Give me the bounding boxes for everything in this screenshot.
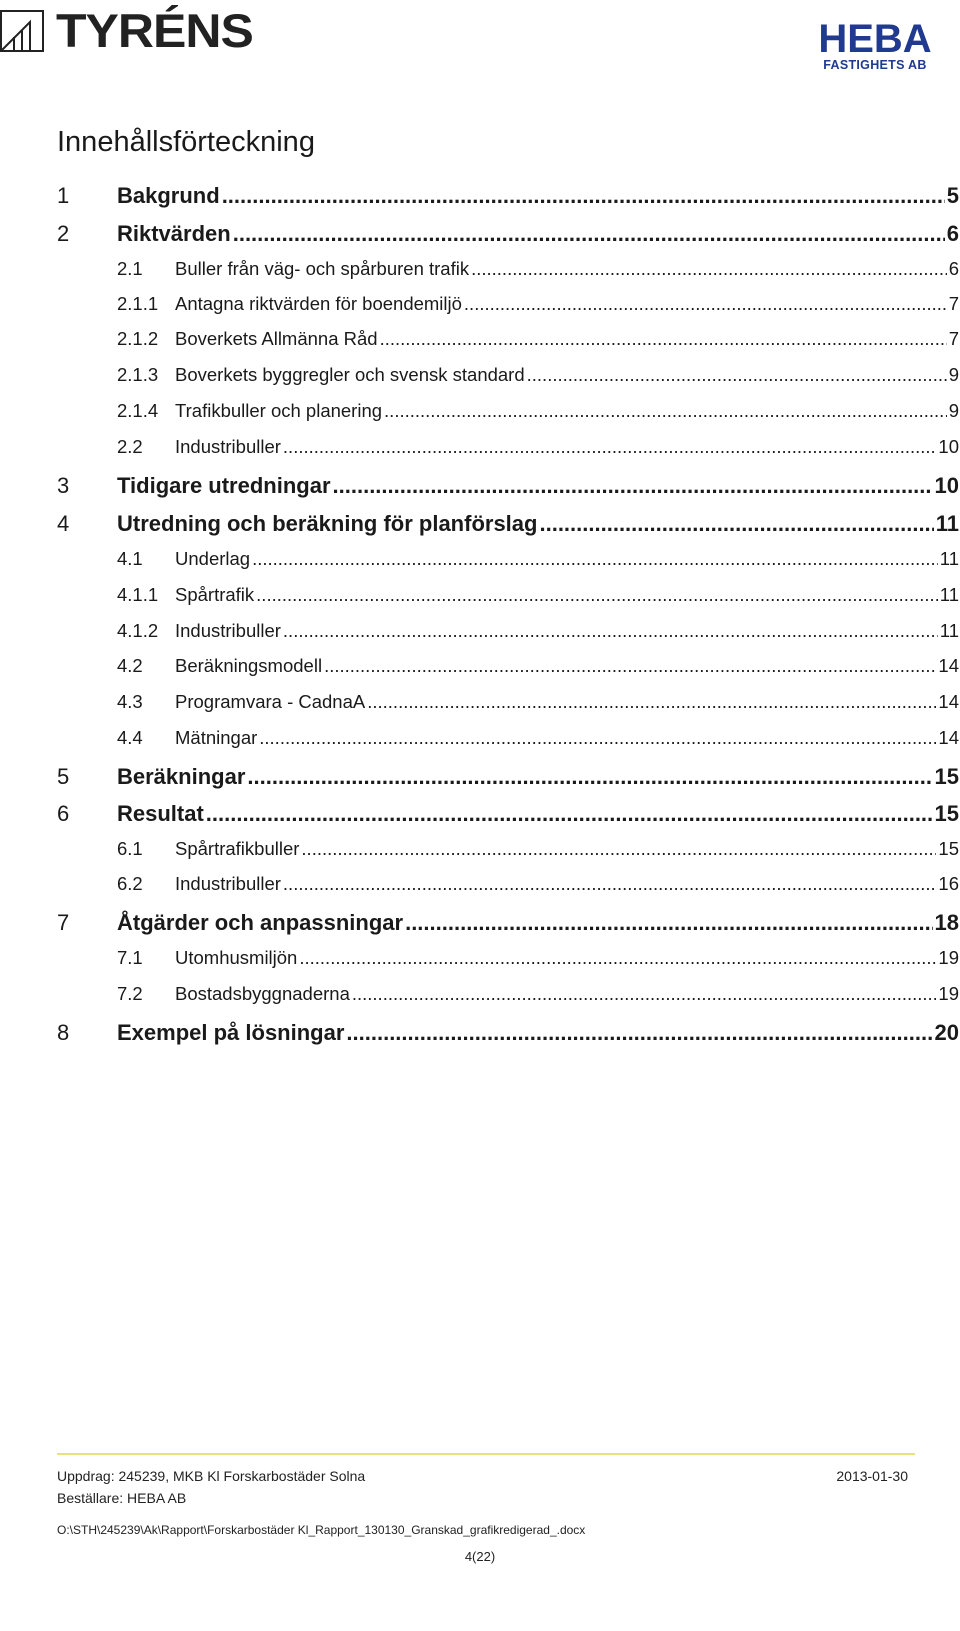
toc-entry-number: 4.1.2 bbox=[117, 620, 159, 641]
toc-entry-number: 2.1.1 bbox=[117, 293, 159, 314]
toc-entry-page: 20 bbox=[934, 1020, 959, 1045]
tyrens-logo bbox=[0, 6, 253, 56]
toc-dot-leader bbox=[380, 328, 947, 350]
toc-entry-page: 11 bbox=[935, 511, 959, 536]
toc-entry[interactable] bbox=[117, 328, 959, 350]
toc-entry[interactable] bbox=[117, 873, 959, 895]
toc-dot-leader bbox=[299, 947, 936, 969]
toc-entry-number: 8 bbox=[57, 1020, 70, 1045]
toc-entry-number: 2.1.3 bbox=[117, 364, 159, 385]
toc-entry[interactable] bbox=[117, 548, 959, 570]
toc-entry-page: 7 bbox=[948, 328, 959, 349]
toc-entry[interactable] bbox=[57, 473, 959, 499]
toc-entry-title: Underlag bbox=[175, 548, 251, 569]
toc-dot-leader bbox=[405, 910, 932, 936]
heba-logo-text: HEBA bbox=[818, 17, 932, 61]
footer-assignment: Uppdrag: 245239, MKB Kl Forskarbostäder Solna bbox=[57, 1468, 366, 1484]
footer-client: Beställare: HEBA AB bbox=[57, 1490, 187, 1506]
toc-entry-title: Bakgrund bbox=[117, 183, 220, 208]
toc-entry-number: 4.4 bbox=[117, 727, 143, 748]
toc-entry-number: 4.3 bbox=[117, 691, 143, 712]
toc-entry-title: Utomhusmiljön bbox=[175, 947, 298, 968]
toc-dot-leader bbox=[384, 400, 947, 422]
toc-entry[interactable] bbox=[117, 983, 959, 1005]
toc-entry-page: 10 bbox=[938, 436, 959, 457]
toc-entry-page: 14 bbox=[938, 727, 959, 748]
footer-page-number: 4(22) bbox=[464, 1549, 496, 1564]
toc-entry-number: 2.1.4 bbox=[117, 400, 159, 421]
toc-entry-page: 6 bbox=[946, 221, 959, 246]
footer-rule bbox=[57, 1453, 915, 1455]
toc-entry[interactable] bbox=[117, 293, 959, 315]
toc-dot-leader bbox=[283, 620, 938, 642]
toc-entry-title: Antagna riktvärden för boendemiljö bbox=[175, 293, 462, 314]
toc-entry-title: Mätningar bbox=[175, 727, 258, 748]
toc-entry-page: 15 bbox=[934, 764, 959, 789]
toc-entry-page: 19 bbox=[938, 983, 959, 1004]
toc-dot-leader bbox=[233, 221, 945, 247]
toc-entry-number: 7.2 bbox=[117, 983, 143, 1004]
toc-entry-title: Tidigare utredningar bbox=[117, 473, 331, 498]
toc-entry-title: Buller från väg- och spårburen trafik bbox=[175, 258, 470, 279]
toc-entry-number: 7.1 bbox=[117, 947, 143, 968]
tyrens-mark-icon bbox=[0, 10, 44, 52]
toc-entry[interactable] bbox=[57, 221, 959, 247]
toc-entry-page: 19 bbox=[938, 947, 959, 968]
toc-entry[interactable] bbox=[117, 691, 959, 713]
toc-dot-leader bbox=[367, 691, 936, 713]
toc-entry[interactable] bbox=[117, 258, 959, 280]
toc-entry[interactable] bbox=[117, 655, 959, 677]
toc-entry[interactable] bbox=[57, 801, 959, 827]
toc-dot-leader bbox=[333, 473, 933, 499]
toc-dot-leader bbox=[539, 511, 933, 537]
toc-entry-number: 5 bbox=[57, 764, 70, 789]
toc-entry-number: 1 bbox=[57, 183, 70, 208]
toc-entry[interactable] bbox=[57, 764, 959, 790]
toc-entry-title: Utredning och beräkning för planförslag bbox=[117, 511, 538, 536]
toc-dot-leader bbox=[247, 764, 932, 790]
toc-entry-number: 2.2 bbox=[117, 436, 143, 457]
toc-entry-title: Industribuller bbox=[175, 873, 281, 894]
toc-entry-page: 10 bbox=[934, 473, 959, 498]
toc-dot-leader bbox=[283, 873, 937, 895]
toc-entry-title: Exempel på lösningar bbox=[117, 1020, 345, 1045]
page-title: Innehållsförteckning bbox=[57, 126, 315, 158]
toc-entry-title: Riktvärden bbox=[117, 221, 231, 246]
toc-entry[interactable] bbox=[117, 947, 959, 969]
toc-entry-page: 5 bbox=[946, 183, 959, 208]
toc-entry-number: 4.1.1 bbox=[117, 584, 159, 605]
toc-entry-page: 16 bbox=[938, 873, 959, 894]
toc-dot-leader bbox=[346, 1020, 932, 1046]
toc-entry-title: Åtgärder och anpassningar bbox=[117, 910, 404, 935]
toc-entry-title: Industribuller bbox=[175, 620, 281, 641]
toc-dot-leader bbox=[527, 364, 947, 386]
toc-entry[interactable] bbox=[117, 727, 959, 749]
toc-entry-number: 4.2 bbox=[117, 655, 143, 676]
toc-entry-page: 14 bbox=[938, 691, 959, 712]
toc-entry-number: 4 bbox=[57, 511, 70, 536]
footer-date: 2013-01-30 bbox=[836, 1468, 908, 1484]
toc-entry-title: Beräkningsmodell bbox=[175, 655, 323, 676]
toc-entry-title: Spårtrafikbuller bbox=[175, 838, 300, 859]
toc-dot-leader bbox=[283, 436, 937, 458]
toc-entry-number: 7 bbox=[57, 910, 70, 935]
toc-entry[interactable] bbox=[57, 511, 959, 537]
toc-entry-title: Industribuller bbox=[175, 436, 281, 457]
toc-entry-page: 15 bbox=[934, 801, 959, 826]
toc-entry[interactable] bbox=[117, 364, 959, 386]
tyrens-logo-text: TYRÉNS bbox=[56, 4, 253, 58]
toc-dot-leader bbox=[352, 983, 937, 1005]
toc-entry[interactable] bbox=[117, 436, 959, 458]
toc-dot-leader bbox=[324, 655, 936, 677]
toc-entry-title: Resultat bbox=[117, 801, 204, 826]
toc-entry-number: 6 bbox=[57, 801, 70, 826]
toc-entry[interactable] bbox=[117, 620, 959, 642]
toc-dot-leader bbox=[464, 293, 947, 315]
toc-entry-page: 18 bbox=[934, 910, 959, 935]
toc-dot-leader bbox=[252, 548, 938, 570]
toc-entry[interactable] bbox=[117, 400, 959, 422]
toc-dot-leader bbox=[259, 727, 936, 749]
toc-entry-page: 7 bbox=[948, 293, 959, 314]
heba-logo bbox=[816, 17, 934, 72]
toc-entry-number: 6.2 bbox=[117, 873, 143, 894]
toc-entry-number: 2.1.2 bbox=[117, 328, 159, 349]
toc-dot-leader bbox=[222, 183, 945, 209]
toc-entry-page: 11 bbox=[939, 620, 959, 641]
toc-dot-leader bbox=[471, 258, 947, 280]
toc-entry-page: 9 bbox=[948, 364, 959, 385]
toc-entry[interactable] bbox=[117, 838, 959, 860]
toc-entry-title: Boverkets Allmänna Råd bbox=[175, 328, 378, 349]
toc-entry-title: Bostadsbyggnaderna bbox=[175, 983, 350, 1004]
toc-entry[interactable] bbox=[117, 584, 959, 606]
toc-dot-leader bbox=[301, 838, 936, 860]
toc-entry-page: 15 bbox=[938, 838, 959, 859]
toc-dot-leader bbox=[256, 584, 938, 606]
toc-dot-leader bbox=[206, 801, 933, 827]
heba-logo-subtext: FASTIGHETS AB bbox=[823, 58, 927, 72]
toc-entry-page: 11 bbox=[939, 584, 959, 605]
toc-entry-page: 9 bbox=[948, 400, 959, 421]
toc-entry-number: 4.1 bbox=[117, 548, 143, 569]
toc-entry-number: 2.1 bbox=[117, 258, 143, 279]
toc-entry-page: 14 bbox=[938, 655, 959, 676]
toc-entry[interactable] bbox=[57, 910, 959, 936]
toc-entry[interactable] bbox=[57, 1020, 959, 1046]
toc-entry-title: Programvara - CadnaA bbox=[175, 691, 366, 712]
toc-entry-number: 3 bbox=[57, 473, 70, 498]
toc-entry-title: Beräkningar bbox=[117, 764, 246, 789]
toc-entry-title: Trafikbuller och planering bbox=[175, 400, 383, 421]
toc-entry-title: Boverkets byggregler och svensk standard bbox=[175, 364, 525, 385]
toc-entry-number: 2 bbox=[57, 221, 70, 246]
footer-file-path: O:\STH\245239\Ak\Rapport\Forskarbostäder Kl_Rapport_130130_Granskad_grafikredigerad_.docx bbox=[57, 1523, 586, 1537]
toc-entry-page: 11 bbox=[939, 548, 959, 569]
toc-entry-page: 6 bbox=[948, 258, 959, 279]
toc-entry[interactable] bbox=[57, 183, 959, 209]
toc-entry-number: 6.1 bbox=[117, 838, 143, 859]
toc-entry-title: Spårtrafik bbox=[175, 584, 255, 605]
